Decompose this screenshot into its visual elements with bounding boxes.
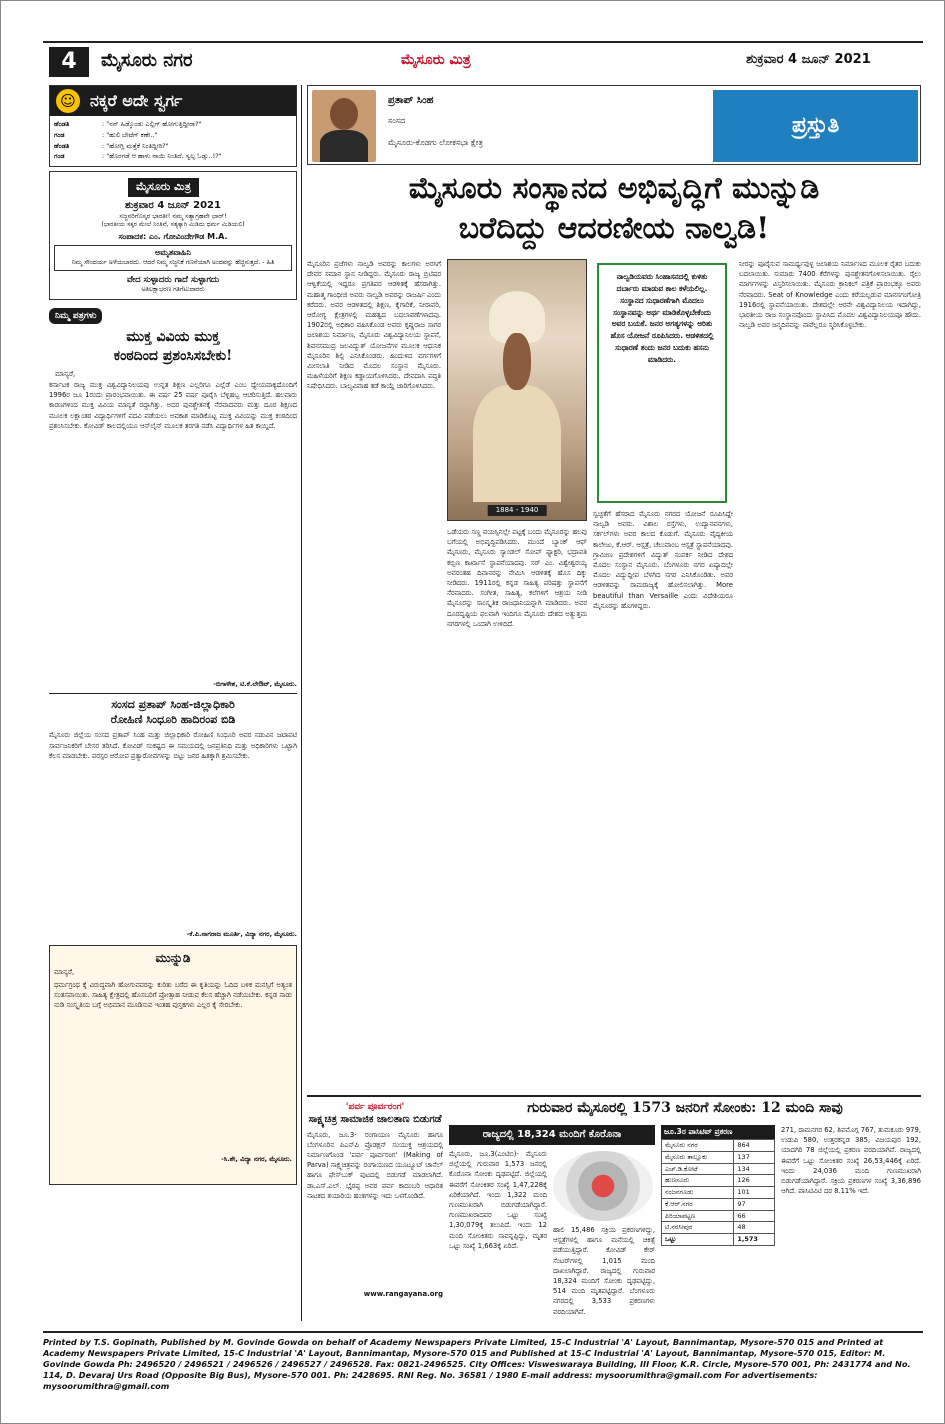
covid-column-1: ಮೈಸೂರು, ಜೂ.3(ಎಂಟಿಬಿ)- ಮೈಸೂರು ಜಿಲ್ಲೆಯಲ್ಲಿ ಗುರುವಾರ 1,573 ಜನರಲ್ಲಿ ಕೊರೊನಾ ಸೋಂಕು ದೃಢಪಟ್ಟಿದೆ. ಜಿಲ್ಲೆಯಲ್ಲಿ ಈವರೆಗೆ ಸೋಂಕಿತರ ಸಂಖ್ಯೆ 1,47,228ಕ್ಕೆ ಏರಿಕೆಯಾಗಿದೆ. ಇಂದು 1,322 ಮಂದಿ ಗುಣಮುಖರಾಗಿ ಬಿಡುಗಡೆಯಾಗಿದ್ದಾರೆ. ಗುಣಮುಖರಾದವರ ಒಟ್ಟು ಸಂಖ್ಯೆ 1,30,079ಕ್ಕೆ ತಲುಪಿದೆ. ಇಂದು 12 ಮಂದಿ ಸೋಂಕಿತರು ಸಾವನ್ನಪ್ಪಿದ್ದು, ಮೃತರ ಒಟ್ಟು ಸಂಖ್ಯೆ 1,663ಕ್ಕೆ ಏರಿದೆ. [449, 1150, 547, 1250]
imprint-footer: Printed by T.S. Gopinath, Published by M. Govinde Gowda on behalf of Academy Newspapers Private Limited, 15-C Industrial 'A' Layout, Bannimantap, Mysore-570 015 and Printed at Academy Newspapers Private Limited, 15-C Industrial 'A' Layout, Bannimantap, Mysore-570 015 and Published at 15-C Industrial 'A' Layout, Bannimantap, Mysore-570 015, Editor: M. Govinde Gowda Ph: 2496520 / 2496521 / 2496526 / 2496527 / 2496528. Fax: 0821-2496525. City Offices: Visweswaraya Building, III Floor, K.R. Circle, Mysore-570 001, Ph: 2431774 and No. 114, D. Devaraj Urs Road (Opposite Big Bus), Mysore-570 001. Ph: 2428695. RNI Reg. No. 36581 / 1980 E-mail address: mysoorumithra@gmail.com For advertisements: mysoorumithra@gmail.com [43, 1331, 923, 1392]
joke-line: ಗಂಡ : "ಹುಲಿ ಬೇಟೆಗ್ ಕಣೇ.." [54, 130, 158, 139]
letter1-headline: ಮುಕ್ತ ವಿವಿಯ ಮುಕ್ತ [126, 328, 220, 345]
table-row: ಕೆ.ಆರ್.ನಗರ 97 [662, 1198, 775, 1210]
table-row: ಟಿ.ನರಸೀಪುರ 48 [662, 1222, 775, 1234]
munnudi-box [49, 945, 297, 1185]
tagline: ಸಜ್ಜನರಿಗೊಸ್ಕರ ಭಾರತೀ! ನಮ್ಮ ಸತ್ಯಾಗ್ರಹವೇ ಛಾರ್! [119, 212, 227, 221]
covid-table [661, 1139, 775, 1246]
coronavirus-icon [553, 1151, 653, 1221]
covid-table-box [661, 1125, 775, 1246]
author-name: ಪ್ರತಾಪ್ ಸಿಂಹ [388, 95, 434, 106]
lead-column-2: ಒಡೆಯರು ಸಣ್ಣ ವಯಸ್ಸಿನಲ್ಲೇ ಪಟ್ಟಕ್ಕೆ ಬಂದು ಮೈಸೂರನ್ನು ಹಲವು ಬಗೆಯಲ್ಲಿ ಅಭಿವೃದ್ಧಿಪಡಿಸಿದರು. ಮುಂದೆ ಬ್ಯಾಂಕ್ ಆಫ್ ಮೈಸೂರು, ಮೈಸೂರು ಸ್ಯಾಂಡಲ್ ಸೋಪ್ ಫ್ಯಾಕ್ಟರಿ, ಭದ್ರಾವತಿ ಕಬ್ಬಿಣ ಕಾರ್ಖಾನೆ ಸ್ಥಾಪನೆಯಾದವು. ಸರ್ ಎಂ. ವಿಶ್ವೇಶ್ವರಯ್ಯ ಅವರಂತಹ ದಿವಾನರನ್ನು ನೇಮಿಸಿ ಆಡಳಿತಕ್ಕೆ ಹೊಸ ದಿಕ್ಕು ನೀಡಿದರು. 1911ರಲ್ಲಿ ಕನ್ನಡ ಸಾಹಿತ್ಯ ಪರಿಷತ್ತು ಸ್ಥಾಪನೆಗೆ ನೆರವಾದರು. ಸಂಗೀತ, ಸಾಹಿತ್ಯ, ಕಲೆಗಳಿಗೆ ಆಶ್ರಯ ನೀಡಿ ಮೈಸೂರನ್ನು ಸಾಂಸ್ಕೃತಿಕ ರಾಜಧಾನಿಯನ್ನಾಗಿ ಮಾಡಿದರು. ಅವರ ದೂರದೃಷ್ಟಿಯ ಫಲವಾಗಿ ಇಂದಿಗೂ ಮೈಸೂರು ದೇಶದ ಅತ್ಯುತ್ತಮ ನಗರಗಳಲ್ಲಿ ಒಂದಾಗಿ ಉಳಿದಿದೆ. [447, 528, 587, 628]
joke-title: ನಕ್ಕರೆ ಅದೇ ಸ್ವರ್ಗ [90, 91, 183, 110]
top-rule [43, 41, 923, 43]
table-row: ಎಚ್.ಡಿ.ಕೋಟೆ 134 [662, 1163, 775, 1175]
parva-website: www.rangayana.org [363, 1289, 443, 1298]
table-row: ಪಿರಿಯಾಪಟ್ಟಣ 66 [662, 1210, 775, 1222]
maharaja-portrait [447, 259, 587, 521]
joke-box [49, 85, 297, 167]
lead-column-1: ಮೈಸೂರಿನ ಪ್ರಜೆಗಳು ನಾಲ್ವಡಿ ಅವರನ್ನು ಕಾಲಗಳು ಅರಸಿಗೆ ದೇವರ ಸಮಾನ ಸ್ಥಾನ ನೀಡಿದ್ದರು. ಮೈಸೂರು ರಾಜ್ಯ ಬ್ರಿಟಿಷರ ಆಳ್ವಿಕೆಯಲ್ಲಿ ಇದ್ದರೂ ಪ್ರಗತಿಪರ ಆಡಳಿತಕ್ಕೆ ಹೆಸರಾಗಿತ್ತು. ಮಹಾತ್ಮ ಗಾಂಧೀಜಿ ಅವರು ನಾಲ್ವಡಿ ಅವರನ್ನು ರಾಜರ್ಷಿ ಎಂದು ಕರೆದರು. ಅವರ ಆಡಳಿತದಲ್ಲಿ ಶಿಕ್ಷಣ, ಕೈಗಾರಿಕೆ, ನೀರಾವರಿ, ಆರೋಗ್ಯ ಕ್ಷೇತ್ರಗಳಲ್ಲಿ ಮಹತ್ವದ ಬದಲಾವಣೆಗಳಾದವು. 1902ರಲ್ಲಿ ಅಧಿಕಾರ ವಹಿಸಿಕೊಂಡ ಅವರು ಕೃಷ್ಣರಾಜ ಸಾಗರ ಜಲಾಶಯ ನಿರ್ಮಾಣ, ಮೈಸೂರು ವಿಶ್ವವಿದ್ಯಾನಿಲಯ ಸ್ಥಾಪನೆ, ಶಿವನಸಮುದ್ರ ಜಲವಿದ್ಯುತ್ ಯೋಜನೆಗಳ ಮೂಲಕ ಆಧುನಿಕ ಮೈಸೂರಿನ ಶಿಲ್ಪಿ ಎನಿಸಿಕೊಂಡರು. ಹಿಂದುಳಿದ ವರ್ಗಗಳಿಗೆ ಮೀಸಲಾತಿ ನೀಡಿದ ಮೊದಲ ಸಂಸ್ಥಾನ ಮೈಸೂರು. ಮಹಿಳೆಯರಿಗೆ ಶಿಕ್ಷಣ ಕಡ್ಡಾಯಗೊಳಿಸಿದರು. ದೇವದಾಸಿ ಪದ್ಧತಿ ನಿಷೇಧಿಸಿದರು. ಬಾಲ್ಯವಿವಾಹ ತಡೆ ಕಾಯ್ದೆ ಜಾರಿಗೊಳಿಸಿದರು. [307, 260, 441, 391]
author-role: ಸಂಸದ [388, 116, 406, 125]
parva-article [307, 1101, 443, 1323]
joke-line: ಗಂಡ : "ಹೊರಗಡೆ ಆ ಹಾಳು ನಾಯಿ ನಿಂತಿದೆ, ಸ್ವಲ್ಪ ಓಡ್ಸು..!?" [54, 152, 222, 161]
left-column [49, 85, 297, 1185]
laughing-face-icon: ☺ [56, 89, 80, 113]
covid-state-headline: ರಾಜ್ಯದಲ್ಲಿ 18,324 ಮಂದಿಗೆ ಕೊರೊನಾ [449, 1125, 655, 1145]
table-row: ಮೈಸೂರು ತಾಲ್ಲೂಕು 137 [662, 1151, 775, 1163]
author-bar [307, 85, 921, 165]
table-row: ಒಟ್ಟು 1,573 [662, 1234, 775, 1246]
table-row: ನಂಜನಗೂಡು 101 [662, 1187, 775, 1199]
letter1-signature: -ಬಿಗಾಳೇಶ, ಟಿ.ಕೆ.ಲೇಔಟ್, ಮೈಸೂರು. [213, 679, 297, 688]
joke-title-bar [50, 86, 296, 116]
author-constituency: ಮೈಸೂರು-ಕೊಡಗು ಲೋಕಸಭಾ ಕ್ಷೇತ್ರ [388, 138, 483, 147]
munnudi-salute: ಮಾನ್ಯರೆ, [54, 968, 75, 977]
letters-section [49, 308, 297, 940]
munnudi-title: ಮುನ್ನುಡಿ [155, 951, 191, 966]
section-title: ಮೈಸೂರು ನಗರ [101, 50, 193, 71]
letter1-headline-2: ಕಂಠದಿಂದ ಪ್ರಶಂಸಿಸಬೇಕು! [113, 347, 233, 364]
parva-kicker: 'ಪರ್ವ ಪೂರ್ವರಂಗ' [345, 1102, 405, 1112]
amrita-text: ನಿಮ್ಮ ಸೌಂದರ್ಯ ಅಳೆಯಬಾರದು. ಆದರೆ ನಿಮ್ಮ ಸಜ್ಜನಿಕೆ ಗಣನೆಯಾಗಿ ಅಂದವನ್ನು ಹೆಚ್ಚಿಸುತ್ತದೆ. - ಹಿತಿ [71, 259, 275, 267]
letter1-body: ಕರ್ನಾಟಕ ರಾಜ್ಯ ಮುಕ್ತ ವಿಶ್ವವಿದ್ಯಾನಿಲಯವು ಉನ್ನತ ಶಿಕ್ಷಣ ಎಲ್ಲರಿಗೂ ಎಲ್ಲೆಡೆ ಎಂಬ ಧ್ಯೇಯವಾಕ್ಯದೊಂದಿಗೆ 1996ರ ಜೂ 1ರಂದು ಪ್ರಾರಂಭವಾಯಿತು. ಈ ವರ್ಷ 25 ವರ್ಷ ಪೂರೈಸಿ ಬೆಳ್ಳಿಹಬ್ಬ ಆಚರಿಸುತ್ತಿದೆ. ಹಲವಾರು ಕಾರಣಗಳಿಂದ ಮುಕ್ತ ವಿವಿಯ ಮಾನ್ಯತೆ ರದ್ದಾಗಿತ್ತು. ಅದರ ಪುನಶ್ಚೇತನಕ್ಕೆ ನೆರವಾದವರು ಮತ್ತು ದೂರ ಶಿಕ್ಷಣದ ಮೂಲಕ ಲಕ್ಷಾಂತರ ವಿದ್ಯಾರ್ಥಿಗಳಿಗೆ ಪದವಿ ಪಡೆಯಲು ಅವಕಾಶ ಮಾಡಿಕೊಟ್ಟ ಮುಕ್ತ ವಿವಿಯನ್ನು ಮುಕ್ತ ಕಂಠದಿಂದ ಪ್ರಶಂಸಿಸಬೇಕು. ಕೋವಿಡ್ ಕಾಲದಲ್ಲಿಯೂ ಆನ್‌ಲೈನ್ ಮೂಲಕ ತರಗತಿ ನಡೆಸಿ ವಿದ್ಯಾರ್ಥಿಗಳ ಹಿತ ಕಾಯ್ದಿದೆ. [49, 380, 297, 430]
page-number: 4 [49, 47, 89, 77]
lead-column-3: ಸ್ವಚ್ಛತೆಗೆ ಹೆಸರಾದ ಮೈಸೂರು ನಗರದ ಯೋಜನೆ ರೂಪಿಸಿದ್ದೇ ನಾಲ್ವಡಿ ಅವರು. ವಿಶಾಲ ರಸ್ತೆಗಳು, ಉದ್ಯಾನವನಗಳು, ಸರ್ಕಲ್‌ಗಳು ಅವರ ಕಾಲದ ಕೊಡುಗೆ. ಮೈಸೂರು ವೈದ್ಯಕೀಯ ಕಾಲೇಜು, ಕೆ.ಆರ್. ಆಸ್ಪತ್ರೆ, ಚೆಲುವಾಂಬ ಆಸ್ಪತ್ರೆ ಸ್ಥಾಪನೆಯಾದವು. ಗ್ರಾಮೀಣ ಪ್ರದೇಶಗಳಿಗೆ ವಿದ್ಯುತ್ ಸಂಪರ್ಕ ನೀಡಿದ ದೇಶದ ಮೊದಲ ಸಂಸ್ಥಾನ ಮೈಸೂರು. ಬೆಂಗಳೂರು ನಗರ ಏಷ್ಯಾದಲ್ಲೇ ಮೊದಲ ವಿದ್ಯುದ್ದೀಪ ಬೆಳಗಿದ ನಗರ ಎನಿಸಿಕೊಂಡಿತು. ಅವರ ಆಡಳಿತವನ್ನು ರಾಮರಾಜ್ಯಕ್ಕೆ ಹೋಲಿಸಲಾಗಿತ್ತು. More beautiful than Versaille ಎಂದು ವಿದೇಶಿಯರೂ ಮೈಸೂರನ್ನು ಹೊಗಳಿದ್ದರು. [593, 510, 733, 610]
lead-headline-line2: ಬರೆದಿದ್ದು ಆದರಣೀಯ ನಾಲ್ವಡಿ! [458, 211, 770, 246]
letters-tag: ನಿಮ್ಮ ಪತ್ರಗಳು [49, 308, 102, 324]
letter2-body: ಮೈಸೂರು ಜಿಲ್ಲೆಯ ಸಂಸದ ಪ್ರತಾಪ್ ಸಿಂಹ ಮತ್ತು ಜಿಲ್ಲಾಧಿಕಾರಿ ರೋಹಿಣಿ ಸಿಂಧೂರಿ ಅವರ ನಡುವಿನ ಜಟಾಪಟಿ ಸಾರ್ವಜನಿಕರಿಗೆ ಬೇಸರ ತರಿಸಿದೆ. ಕೋವಿಡ್ ಸಂಕಷ್ಟದ ಈ ಸಮಯದಲ್ಲಿ ಜನಪ್ರತಿನಿಧಿ ಮತ್ತು ಅಧಿಕಾರಿಗಳು ಒಟ್ಟಾಗಿ ಕೆಲಸ ಮಾಡಬೇಕು. ಪರಸ್ಪರ ಆರೋಪ ಪ್ರತ್ಯಾರೋಪಗಳನ್ನು ಬಿಟ್ಟು ಜನರ ಹಿತಕ್ಕಾಗಿ ಶ್ರಮಿಸಬೇಕು. [49, 731, 297, 760]
proverb: ವೇದ ಸುಳ್ಳಾದರು ಗಾದೆ ಸುಳ್ಳಾಗದು [126, 274, 220, 285]
covid-table-title: ಜೂ.3ರ ಪಾಸಿಟಿವ್ ಪ್ರಕರಣ [661, 1125, 775, 1139]
joke-line: ಹೆಂಡತಿ : "ನನ್ ಹಿಡ್ಕೊಂಡು ಎಲ್ಲಿಗ್ ಹೋಗುತ್ತಿದ್ದೀರಾ?" [54, 120, 202, 128]
lead-column-4: ನೀರನ್ನು ಪೂರೈಸುವ ಸಾಮರ್ಥ್ಯವುಳ್ಳ ಜಲಾಶಯ ನಿರ್ಮಾಣದ ಮೂಲಕ ರೈತರ ಬದುಕು ಬದಲಾಯಿತು. ಸುಮಾರು 7400 ಕೆರೆಗಳನ್ನು ಪುನಶ್ಚೇತನಗೊಳಿಸಲಾಯಿತು. ರೈಲು ಮಾರ್ಗಗಳನ್ನು ವಿಸ್ತರಿಸಲಾಯಿತು. ಮೈಸೂರು ಕ್ರಾನಿಕಲ್ ಪತ್ರಿಕೆ ಪ್ರಾರಂಭಕ್ಕೂ ಅವರು ನೆರವಾದರು. Seat of Knowledge ಎಂದು ಕರೆಯಲ್ಪಡುವ ಮಾನಸಗಂಗೋತ್ರಿ 1916ರಲ್ಲಿ ಸ್ಥಾಪನೆಯಾಯಿತು. ದೇಶದಲ್ಲೇ ಆರನೇ ವಿಶ್ವವಿದ್ಯಾನಿಲಯ ಇದಾಗಿದ್ದು, ಭಾರತೀಯ ರಾಜ ಸಂಸ್ಥಾನವೊಂದು ಸ್ಥಾಪಿಸಿದ ಮೊದಲ ವಿಶ್ವವಿದ್ಯಾನಿಲಯವೂ ಹೌದು. ನಾಲ್ವಡಿ ಅವರ ಜನ್ಮದಿನವನ್ನು ನಾವೆಲ್ಲರೂ ಸ್ಮರಿಸಿಕೊಳ್ಳಬೇಕು. [739, 260, 921, 330]
amrita-box [54, 245, 292, 270]
joke-line: ಹೆಂಡತಿ : "ಹೋಗ್ಲಿ ಮತ್ತೆಕೆ ನಿಂತಿದ್ದೀರಿ?" [54, 141, 169, 150]
mini-date: ಶುಕ್ರವಾರ 4 ಜೂನ್ 2021 [125, 199, 221, 211]
letter1-salute: ಮಾನ್ಯರೆ, [55, 369, 76, 378]
proverb-meaning: ಅತಿಲಕ್ಷಾಭರಣ ಗತಿಗೆಟುದಾರರು [141, 286, 205, 294]
table-row: ಹುಣಸೂರು 126 [662, 1175, 775, 1187]
portrait-caption: 1884 - 1940 [488, 505, 547, 516]
section-rule [307, 1095, 921, 1097]
munnudi-signature: -ಸಿ.ಶೇ, ವಿದ್ಯಾ ನಗರ, ಮೈಸೂರು. [221, 1154, 292, 1163]
lead-headline-line1: ಮೈಸೂರು ಸಂಸ್ಥಾನದ ಅಭಿವೃದ್ಧಿಗೆ ಮುನ್ನುಡಿ [408, 171, 820, 206]
pull-quote: ನಾಲ್ವಡಿಯವರು ಸಿಂಹಾಸನದಲ್ಲಿ ಕುಳಿತು ದರ್ಬಾರು ಮಾಡುವ ಕಾಲ ಕಳೆಯಲಿಲ್ಲ. ಸಂಸ್ಥಾನದ ಸುಧಾರಣೆಗಾಗಿ ಮೊದಲು ಸಂಸ್ಥಾನವನ್ನು ಅರ್ಥ ಮಾಡಿಕೊಳ್ಳಬೇಕೆಂದು ಅವರ ಬಯಕೆ. ಜನರ ಅಗತ್ಯಗಳನ್ನು ಅರಿತು ಹೊಸ ಯೋಜನೆ ರೂಪಿಸಿದರು. ಆಡಳಿತದಲ್ಲಿ ಸುಧಾರಣೆ ತಂದು ಜನರ ಬದುಕು ಹಸನು ಮಾಡಿದರು. [597, 263, 727, 503]
covid-column-2: ಹಾಲಿ 15,486 ಸಕ್ರಿಯ ಪ್ರಕರಣಗಳಿದ್ದು, ಆಸ್ಪತ್ರೆಗಳಲ್ಲಿ ಹಾಗೂ ಮನೆಯಲ್ಲಿ ಚಿಕಿತ್ಸೆ ಪಡೆಯುತ್ತಿದ್ದಾರೆ. ಕೋವಿಡ್ ಕೇರ್ ಸೆಂಟರ್‌ಗಳಲ್ಲಿ 1,015 ಮಂದಿ ದಾಖಲಾಗಿದ್ದಾರೆ. ರಾಜ್ಯದಲ್ಲಿ ಗುರುವಾರ 18,324 ಮಂದಿಗೆ ಸೋಂಕು ದೃಢಪಟ್ಟಿದ್ದು, 514 ಮಂದಿ ಮೃತಪಟ್ಟಿದ್ದಾರೆ. ಬೆಂಗಳೂರು ನಗರದಲ್ಲಿ 3,533 ಪ್ರಕರಣಗಳು ವರದಿಯಾಗಿವೆ. [553, 1226, 655, 1316]
tagline-sub: (ಭಾರತೀಯ ಸಕ್ಕರ ಮೇಲೆ ನಿಂತಿವೆ, ಸತ್ಯಕ್ಕಾಗಿ ಮಿಡಿದು ಧರ್ಮ ಮಿಡಿಯಲಿ) [101, 221, 245, 229]
masthead-box [49, 171, 297, 300]
column-divider [301, 85, 302, 1321]
letter2-headline-2: ರೋಹಿಣಿ ಸಿಂಧೂರಿ ಹಾದಿರಂಪ ಬಿಡಿ [110, 712, 236, 726]
column-name: ಪ್ರಸ್ತುತಿ [713, 90, 918, 162]
parva-body: ಮೈಸೂರು, ಜೂ.3- ರಂಗಾಯಣ ಮೈಸೂರು ಹಾಗೂ ಬೆಂಗಳೂರಿನ ಪಿಎನ್‌ಪಿ ಪ್ರೊಡಕ್ಷನ್ ಸಂಯುಕ್ತ ಆಶ್ರಯದಲ್ಲಿ ನಿರ್ಮಾಣಗೊಂಡ 'ಪರ್ವ ಪೂರ್ವರಂಗ' (Making of Parva) ಸಾಕ್ಷ್ಯಚಿತ್ರವನ್ನು ರಂಗಾಯಣದ ಯೂಟ್ಯೂಬ್ ಚಾನೆಲ್ ಹಾಗೂ ಫೇಸ್‌ಬುಕ್ ಪುಟದಲ್ಲಿ ಬಿಡುಗಡೆ ಮಾಡಲಾಗಿದೆ. ಡಾ.ಎಸ್.ಎಲ್. ಭೈರಪ್ಪ ಅವರ ಪರ್ವ ಕಾದಂಬರಿ ಆಧಾರಿತ ನಾಟಕದ ತಯಾರಿಯ ಹಂತಗಳನ್ನು ಇದು ಒಳಗೊಂಡಿದೆ. [307, 1130, 443, 1200]
author-photo [312, 90, 376, 162]
masthead: ಮೈಸೂರು ಮಿತ್ರ [401, 52, 471, 68]
mini-masthead: ಮೈಸೂರು ಮಿತ್ರ [128, 178, 199, 197]
letter2-headline: ಸಂಸದ ಪ್ರತಾಪ್ ಸಿಂಹ-ಜಿಲ್ಲಾಧಿಕಾರಿ [111, 697, 235, 711]
lead-headline [311, 169, 917, 249]
parva-headline: ಸಾಕ್ಷ್ಯಚಿತ್ರ ಸಾಮಾಜಿಕ ಜಾಲತಾಣ ಬಿಡುಗಡೆ [308, 1114, 442, 1126]
munnudi-body: ಧರ್ಮಗ್ರಂಥ ಕ್ಕೆ ವಿರುದ್ಧವಾಗಿ ಹೋಗುವವರನ್ನು ಕುರಿತು ಬರೆದ ಈ ಕೃತಿಯನ್ನು ಓದಿದ ಬಳಿಕ ಮನಸ್ಸಿಗೆ ಅತ್ಯಂತ ಸಂತಸವಾಯಿತು. ಸಾಹಿತ್ಯ ಕ್ಷೇತ್ರದಲ್ಲಿ ಹೊಸಬರಿಗೆ ಪ್ರೋತ್ಸಾಹ ನೀಡುವ ಕೆಲಸ ಹೆಚ್ಚಾಗಿ ನಡೆಯಬೇಕು. ಕನ್ನಡ ನಾಡು ನುಡಿ ಸಂಸ್ಕೃತಿಯ ಬಗ್ಗೆ ಅಭಿಮಾನ ಮೂಡಿಸುವ ಇಂತಹ ಪುಸ್ತಕಗಳು ಎಲ್ಲರ ಕೈ ಸೇರಬೇಕು. [54, 980, 292, 1010]
table-row: ಮೈಸೂರು ನಗರ 864 [662, 1140, 775, 1152]
letter2-signature: -ಕೆ.ಪಿ.ನಾಗರಾಜ ಮೂರ್ತಿ, ವಿದ್ಯಾ ನಗರ, ಮೈಸೂರು. [186, 930, 297, 939]
covid-column-3: 271, ರಾಮನಗರ 62, ಶಿವಮೊಗ್ಗ 767, ತುಮಕೂರು 979, ಉಡುಪಿ 580, ಉತ್ತರಕನ್ನಡ 385, ವಿಜಯಪುರ 192, ಯಾದಗಿರಿ 78 ಜಿಲ್ಲೆಯಲ್ಲಿ ಪ್ರಕರಣ ವರದಿಯಾಗಿವೆ. ರಾಜ್ಯದಲ್ಲಿ ಈವರೆಗೆ ಒಟ್ಟು ಸೋಂಕಿತರ ಸಂಖ್ಯೆ 26,53,446ಕ್ಕೆ ಏರಿದೆ. ಇಂದು 24,036 ಮಂದಿ ಗುಣಮುಖರಾಗಿ ಬಿಡುಗಡೆಯಾಗಿದ್ದಾರೆ. ಸಕ್ರಿಯ ಪ್ರಕರಣಗಳ ಸಂಖ್ಯೆ 3,36,896 ಆಗಿದೆ. ಪಾಸಿಟಿವಿಟಿ ದರ 8.11% ಇದೆ. [781, 1126, 921, 1196]
issue-date: ಶುಕ್ರವಾರ 4 ಜೂನ್ 2021 [746, 52, 871, 67]
editor-line: ಸಂಪಾದಕ: ಎಂ. ಗೋವಿಂದೇಗೌಡ M.A. [118, 231, 228, 241]
covid-headline: ಗುರುವಾರ ಮೈಸೂರಲ್ಲಿ 1573 ಜನರಿಗೆ ಸೋಂಕು: 12 ಮಂದಿ ಸಾವು [527, 1100, 843, 1116]
amrita-title: ಅಮೃತವಾಹಿನಿ [155, 248, 191, 258]
